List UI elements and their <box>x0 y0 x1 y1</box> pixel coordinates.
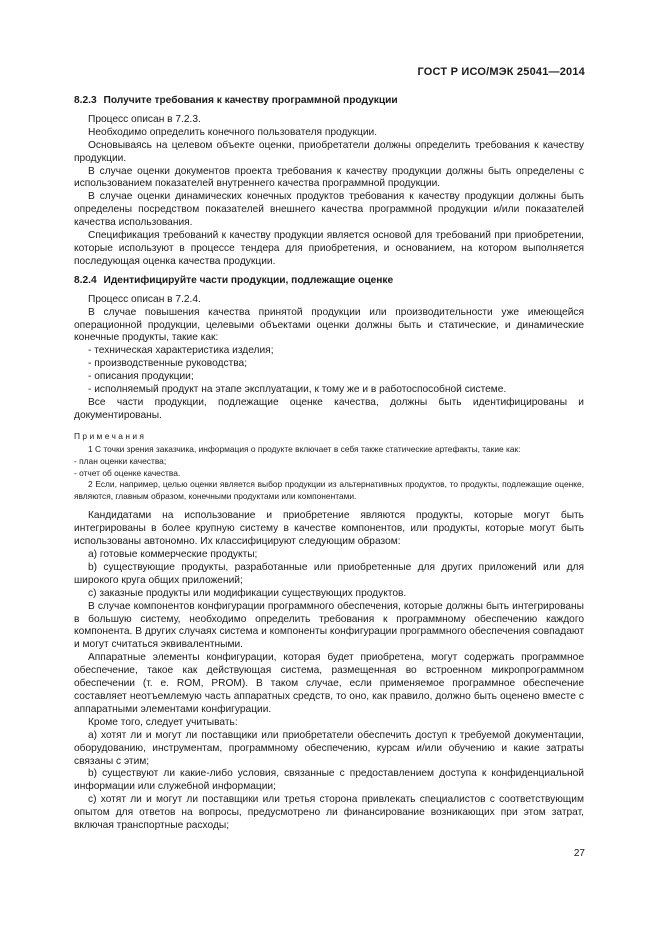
list-item: c) хотят ли и могут ли поставщики или третья сторона привлекать специалистов с соответствующим опытом для ответов на вопросы, предусмотрено ли финансирование возникающих при этом затрат, включая транспортные расходы; <box>74 794 584 832</box>
page-number: 27 <box>573 848 585 859</box>
paragraph: В случае повышения качества принятой продукции или производительности уже имеющейся операционной продукции, целевыми объектами оценки должны быть и статические, и динамические конечные продукты, такие как: <box>74 306 584 344</box>
list-item: - описания продукции; <box>88 371 194 383</box>
paragraph: Процесс описан в 7.2.4. <box>88 293 201 305</box>
note-list-item: - отчет об оценке качества. <box>74 467 181 478</box>
paragraph: Необходимо определить конечного пользователя продукции. <box>88 126 378 138</box>
section-heading-8-2-4: 8.2.4 Идентифицируйте части продукции, подлежащие оценке <box>74 274 394 286</box>
section-heading-8-2-3: 8.2.3 Получите требования к качеству программной продукции <box>74 95 398 106</box>
note-2: 2 Если, например, целью оценки является выбор продукции из альтернативных продуктов, то продукты, подлежащие оценке, являются, главным образом, конечными продуктами или компонентами. <box>74 479 584 501</box>
list-item: - производственные руководства; <box>88 358 248 370</box>
notes-title: Примечания <box>74 430 147 441</box>
paragraph: Спецификация требований к качеству продукции является основой для требований при приобретении, которые используют в процессе тендера для приобретения, и основанием, на котором выполняется последующая оценка качества продукции. <box>74 230 584 267</box>
list-item: b) существуют ли какие-либо условия, связанные с предоставлением доступа к конфиденциальной информации или служебной информации; <box>74 768 584 793</box>
document-content <box>74 92 584 833</box>
paragraph: Кандидатами на использование и приобретение являются продукты, которые могут быть интегрированы в более крупную систему в качестве компонентов, или продукты, которые могут быть использованы автономно. Их классифицируют следующим образом: <box>74 510 584 548</box>
paragraph: Основываясь на целевом объекте оценки, приобретатели должны определить требования к качеству продукции. <box>74 139 584 164</box>
list-item: c) заказные продукты или модификации существующих продуктов. <box>88 587 407 599</box>
paragraph: Кроме того, следует учитывать: <box>88 716 238 728</box>
list-item: - техническая характеристика изделия; <box>88 345 274 357</box>
paragraph: Все части продукции, подлежащие оценке качества, должны быть идентифицированы и документированы. <box>74 396 584 421</box>
list-item: a) готовые коммерческие продукты; <box>88 549 258 561</box>
list-item: b) существующие продукты, разработанные или приобретенные для других приложений или для широкого круга общих приложений; <box>74 561 584 586</box>
paragraph: Аппаратные элементы конфигурации, которая будет приобретена, могут содержать программное обеспечение, такое как действующая система, размещенная во встроенном микропрограммном обеспечении (т. е. ROM, PROM). В таком случае, если применяемое программное обеспечение составляет неотъемлемую часть аппаратных средств, то оно, как правило, должно быть оценено вместе с аппаратными элементами конфигурации. <box>74 652 584 715</box>
list-item: a) хотят ли и могут ли поставщики или приобретатели обеспечить доступ к требуемой документации, оборудованию, инструментам, программному обеспечению, курсам и/или обучению и какие затраты связаны с этим; <box>74 729 584 767</box>
paragraph: Процесс описан в 7.2.3. <box>88 113 201 125</box>
document-header: ГОСТ Р ИСО/МЭК 25041—2014 <box>417 66 585 78</box>
note-1: 1 С точки зрения заказчика, информация о продукте включает в себя также статические артефакты, такие как: <box>88 444 521 455</box>
paragraph: В случае оценки динамических конечных продуктов требования к качеству продукции должны быть определены посредством показателей внешнего качества программной продукции и/или показателей качества использования. <box>74 191 584 229</box>
paragraph: В случае компонентов конфигурации программного обеспечения, которые должны быть интегрированы в большую систему, необходимо определить требования к программному обеспечению каждого компонента. В других случаях система и компоненты конфигурации программного обеспечения совпадают и могут считаться эквивалентными. <box>74 600 584 651</box>
notes-block <box>74 431 584 503</box>
paragraph: В случае оценки документов проекта требования к качеству продукции должны быть определены с использованием показателей внутреннего качества программной продукции. <box>74 165 584 190</box>
note-list-item: - план оценки качества; <box>74 455 167 466</box>
list-item: - исполняемый продукт на этапе эксплуатации, к тому же и в работоспособной системе. <box>88 384 507 396</box>
